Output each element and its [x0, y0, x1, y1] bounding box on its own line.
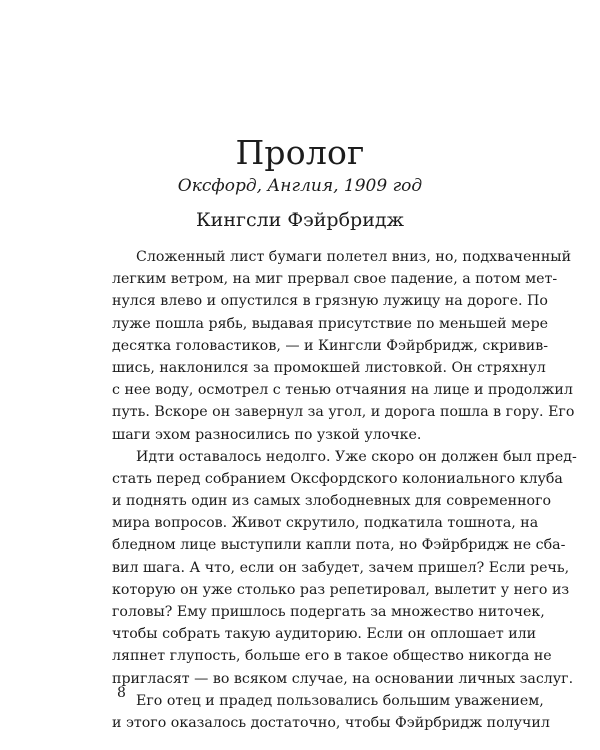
chapter-subtitle: Оксфорд, Англия, 1909 год: [177, 176, 423, 196]
text-line: чтобы собрать такую аудиторию. Если он оплошает или: [112, 626, 537, 643]
page-number: 8: [117, 685, 126, 701]
text-line: десятка головастиков, — и Кингсли Фэйрбридж, скривив-: [112, 337, 548, 354]
text-line: луже пошла рябь, выдавая присутствие по меньшей мере: [112, 315, 549, 332]
text-line: легким ветром, на миг прервал свое падение, а потом мет-: [112, 271, 558, 288]
body-text: [112, 246, 577, 734]
text-line: с нее воду, осмотрел с тенью отчаяния на лице и продолжил: [112, 382, 573, 399]
section-heading: Кингсли Фэйрбридж: [195, 209, 405, 231]
text-line: которую он уже столько раз репетировал, вылетит у него из: [112, 581, 570, 598]
text-line: Его отец и прадед пользовались большим уважением,: [136, 692, 544, 709]
text-line: и этого оказалось достаточно, чтобы Фэйрбридж получил: [112, 714, 550, 731]
text-line: мира вопросов. Живот скрутило, подкатила тошнота, на: [112, 515, 539, 532]
text-line: ляпнет глупость, больше его в такое общество никогда не: [112, 648, 552, 665]
text-line: Идти оставалось недолго. Уже скоро он должен был пред-: [136, 448, 577, 465]
chapter-title: Пролог: [235, 133, 365, 172]
text-line: и поднять один из самых злободневных для современного: [112, 493, 552, 510]
text-line: головы? Ему пришлось подергать за множество ниточек,: [112, 604, 545, 620]
text-line: бледном лице выступили капли пота, но Фэйрбридж не сба-: [112, 537, 566, 554]
text-line: стать перед собранием Оксфордского колониального клуба: [112, 470, 563, 487]
text-line: шись, наклонился за промокшей листовкой. Он стряхнул: [112, 359, 546, 376]
text-line: вил шага. А что, если он забудет, зачем пришел? Если речь,: [112, 559, 570, 576]
text-line: нулся влево и опустился в грязную лужицу на дороге. По: [112, 293, 548, 310]
text-line: путь. Вскоре он завернул за угол, и дорога пошла в гору. Его: [112, 404, 575, 421]
text-line: пригласят — во всяком случае, на основании личных заслуг.: [112, 670, 574, 687]
text-line: шаги эхом разносились по узкой улочке.: [112, 426, 422, 443]
text-line: Сложенный лист бумаги полетел вниз, но, подхваченный: [136, 249, 572, 265]
